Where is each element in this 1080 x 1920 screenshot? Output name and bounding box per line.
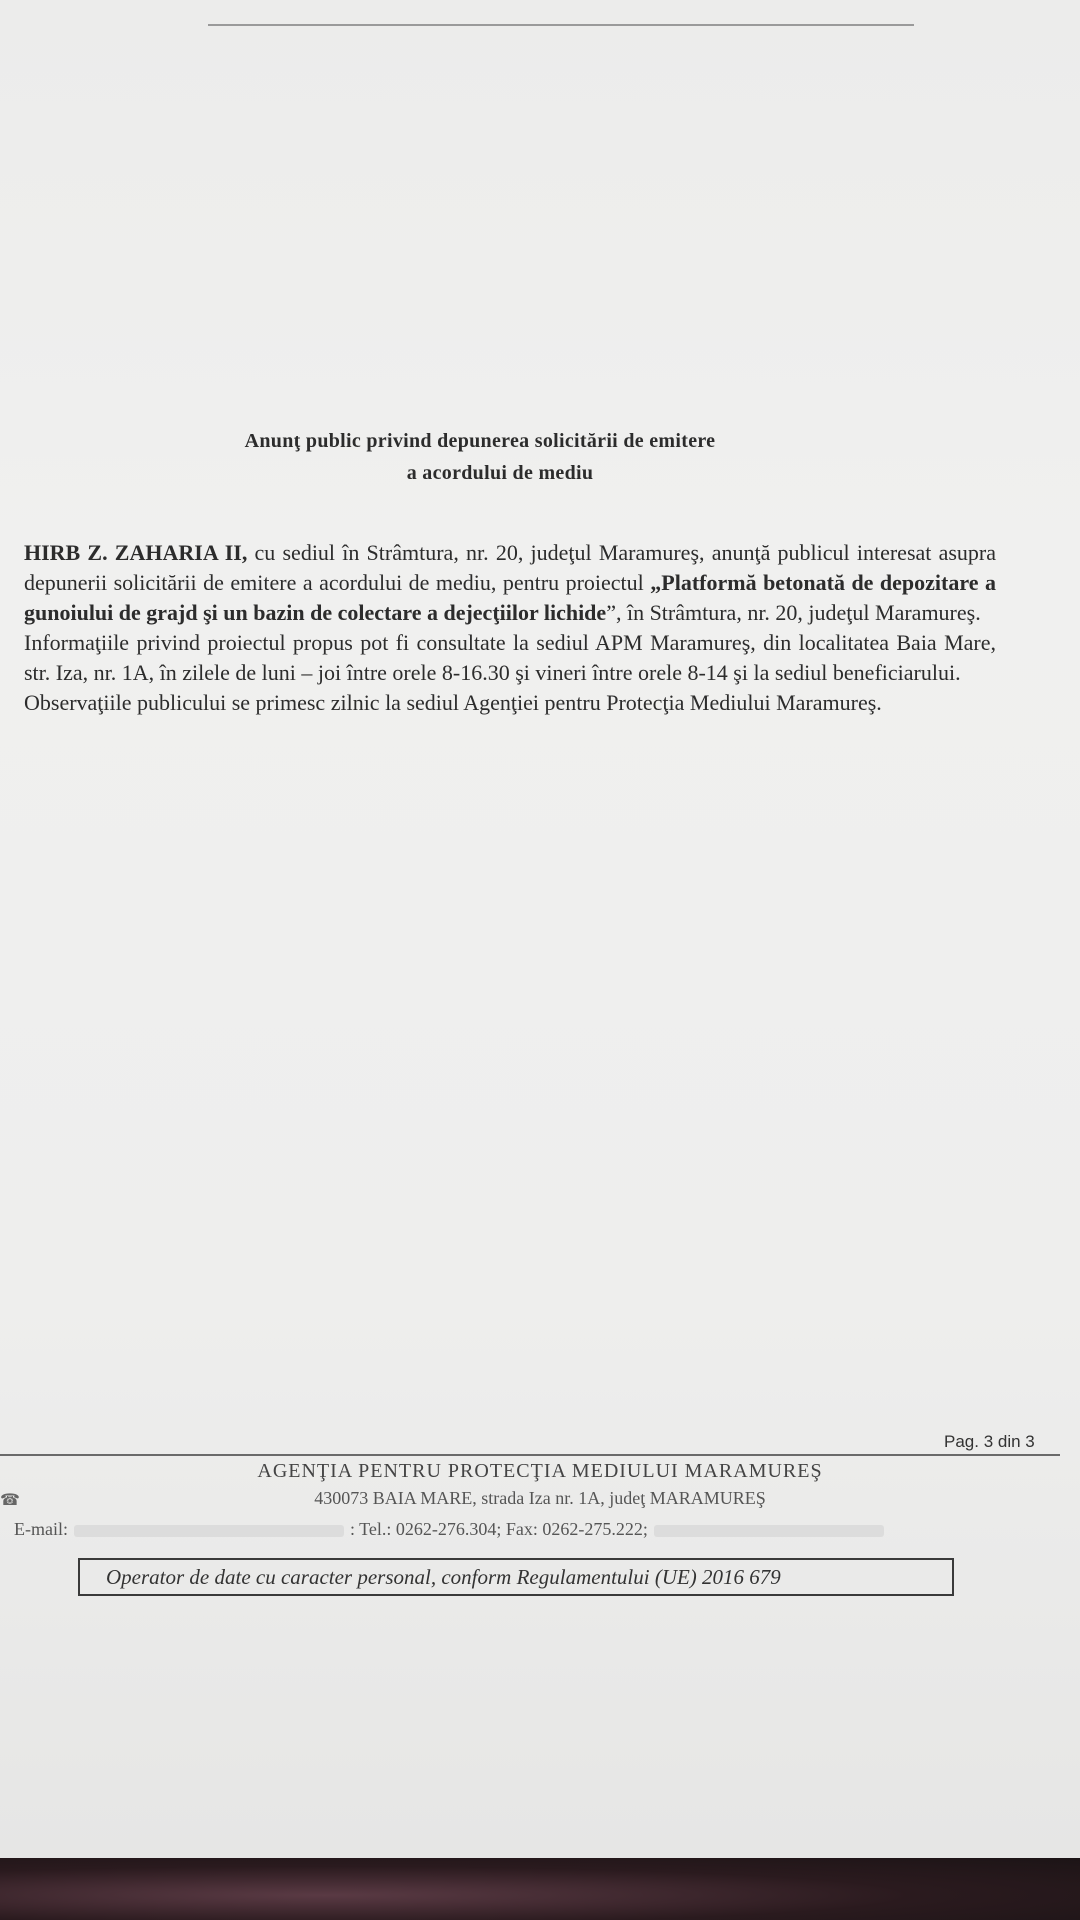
page-number: Pag. 3 din 3 [944, 1432, 1035, 1451]
top-divider [208, 24, 914, 26]
phone-fax: : Tel.: 0262-276.304; Fax: 0262-275.222; [349, 1519, 648, 1539]
announcement-text: cu sediul în Strâmtura, nr. 20, judeţul Maramureş, anunţă publicul interesat asupra depunerii solicitării de emitere a acordului de mediu, pentru proiectul [24, 540, 996, 595]
project-name: „Platformă betonată de depozitare a gunoiului de grajd şi un bazin de colectare a dejecţiilor lichide [24, 570, 996, 625]
notice-title-line-2: a acordului de mediu [406, 462, 594, 484]
email-redacted [74, 1525, 344, 1537]
paragraph-observations: Observaţiile publicului se primesc zilnic la sediul Agenţiei pentru Protecţia Mediului Maramureş. [24, 690, 882, 715]
data-operator-notice: Operator de date cu caracter personal, conform Regulamentului (UE) 2016 679 [78, 1558, 954, 1596]
paragraph-information: Informaţiile privind proiectul propus pot fi consultate la sediul APM Maramureş, din localitatea Baia Mare, str. Iza, nr. 1A, în zilele de luni – joi între orele 8-16.30 şi vineri între orele 8-14 şi la sediul beneficiarului. [24, 630, 996, 685]
agency-address: 430073 BAIA MARE, strada Iza nr. 1A, judeţ MARAMUREŞ [314, 1488, 766, 1508]
applicant-name: HIRB Z. ZAHARIA II, [24, 540, 248, 565]
phone-icon: ☎ [0, 1492, 20, 1509]
announcement-location: ”, în Strâmtura, nr. 20, judeţul Maramureş. [606, 600, 981, 625]
footer-divider [0, 1454, 1060, 1456]
paragraph-announcement [24, 538, 996, 628]
website-redacted [654, 1525, 884, 1537]
agency-contact [14, 1519, 1054, 1540]
notice-body [24, 538, 996, 718]
agency-name: AGENŢIA PENTRU PROTECŢIA MEDIULUI MARAMUREŞ [257, 1460, 823, 1482]
background-surface [0, 1858, 1080, 1920]
notice-title-line-1: Anunţ public privind depunerea solicitării de emitere [244, 430, 716, 452]
email-label: E-mail: [14, 1519, 68, 1539]
